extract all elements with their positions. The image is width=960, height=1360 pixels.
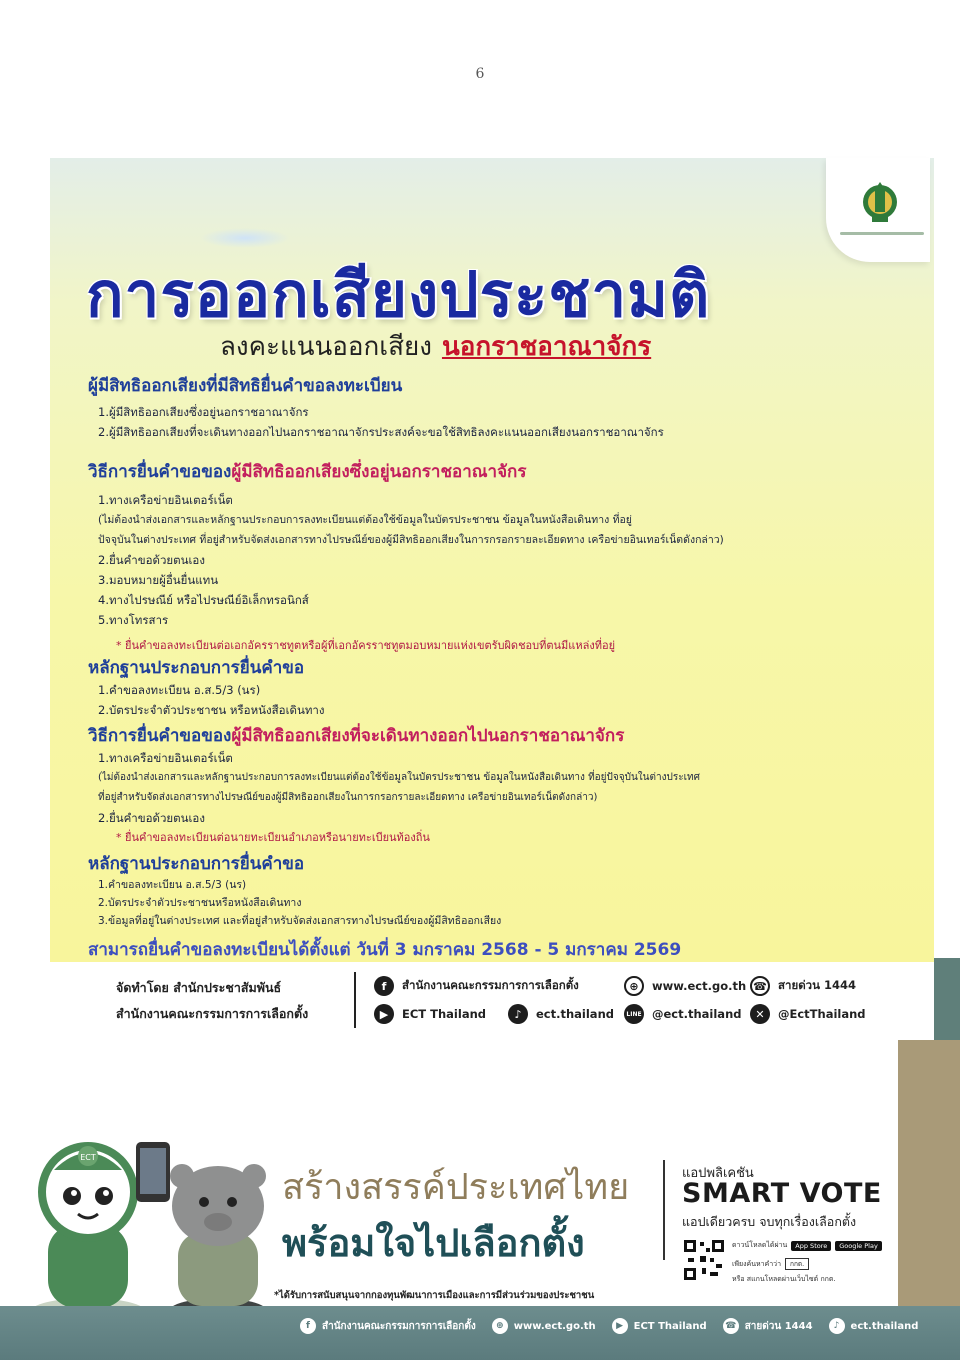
- search-field: กกต.: [785, 1258, 809, 1270]
- list-item: ปัจจุบันในต่างประเทศ ที่อยู่สำหรับจัดส่งเอกสารทางไปรษณีย์ของผู้มีสิทธิออกเสียงในการกรอกรายละเอียดทาง เครือข่ายอินเทอร์เน็ตดังกล่าว): [98, 534, 724, 546]
- line-label: @ect.thailand: [652, 1007, 742, 1021]
- bottom-bar-items: [300, 1318, 918, 1334]
- bar-youtube-label: ECT Thailand: [633, 1320, 707, 1332]
- globe-icon: ⊕: [624, 976, 644, 996]
- phone-icon: ☎: [723, 1318, 739, 1334]
- app-tagline: แอปเดียวครบ จบทุกเรื่องเลือกตั้ง: [682, 1214, 857, 1229]
- globe-icon: ⊕: [492, 1318, 508, 1334]
- section2-list: [98, 490, 724, 630]
- list-item: (ไม่ต้องนำส่งเอกสารและหลักฐานประกอบการลงทะเบียนแต่ต้องใช้ข้อมูลในบัตรประชาชน ข้อมูลในหนังสือเดินทาง ที่อยู่: [98, 514, 632, 526]
- bottom-contact-bar: [0, 1306, 960, 1360]
- phone-icon: ☎: [750, 976, 770, 996]
- facebook-icon: f: [374, 976, 394, 996]
- section4-heading-accent: ผู้มีสิทธิออกเสียงที่จะเดินทางออกไปนอกราชอาณาจักร: [231, 726, 625, 746]
- org-line-2: สำนักงานคณะกรรมการการเลือกตั้ง: [116, 1006, 309, 1021]
- section3-list: [98, 680, 325, 720]
- decorative-corner: [934, 958, 960, 1040]
- list-item: ที่อยู่สำหรับจัดส่งเอกสารทางไปรษณีย์ของผู้มีสิทธิออกเสียงในการกรอกรายละเอียดทาง เครือข่ายอินเทอร์เน็ตดังกล่าว): [98, 792, 598, 803]
- org-line-1: จัดทำโดย สำนักประชาสัมพันธ์: [116, 980, 282, 995]
- download-row: [732, 1240, 882, 1251]
- poster-subtitle: [220, 326, 651, 367]
- tiktok-link[interactable]: [508, 1004, 614, 1024]
- list-item: 1.ทางเครือข่ายอินเตอร์เน็ต: [98, 751, 233, 765]
- poster-title: การออกเสียงประชามติ: [86, 258, 711, 331]
- bar-facebook-link[interactable]: [300, 1318, 476, 1334]
- list-item: 3.มอบหมายผู้อื่นยื่นแทน: [98, 573, 219, 587]
- tiktok-label: ect.thailand: [536, 1007, 614, 1021]
- mascot-badge: ECT: [80, 1153, 96, 1162]
- facebook-icon: f: [300, 1318, 316, 1334]
- section2-heading-accent: ผู้มีสิทธิออกเสียงซึ่งอยู่นอกราชอาณาจักร: [231, 462, 527, 482]
- registration-period: สามารถยื่นคำขอลงทะเบียนได้ตั้งแต่ วันที่ 3 มกราคม 2568 - 5 มกราคม 2569: [88, 940, 682, 960]
- contact-strip: [110, 970, 870, 1030]
- list-item: 1.ผู้มีสิทธิออกเสียงซึ่งอยู่นอกราชอาณาจักร: [98, 405, 309, 419]
- line-link[interactable]: [624, 1004, 742, 1024]
- search-label: เพียงค้นหาคำว่า: [732, 1259, 782, 1268]
- ect-emblem-icon: [860, 180, 900, 228]
- bar-hotline-label: สายด่วน 1444: [744, 1320, 813, 1332]
- subtitle-prefix: ลงคะแนนออกเสียง: [220, 332, 432, 362]
- x-link[interactable]: [750, 1004, 866, 1024]
- section1-list: [98, 402, 664, 442]
- section2-heading-prefix: วิธีการยื่นคำขอของ: [88, 462, 232, 482]
- list-item: 2.บัตรประจำตัวประชาชนหรือหนังสือเดินทาง: [98, 897, 302, 909]
- bar-website-label: www.ect.go.th: [513, 1320, 596, 1332]
- hotline-label: สายด่วน 1444: [778, 978, 857, 992]
- list-item: 1.คำขอลงทะเบียน อ.ส.5/3 (นร): [98, 879, 247, 891]
- list-item: 3.ข้อมูลที่อยู่ในต่างประเทศ และที่อยู่สำหรับจัดส่งเอกสารทางไปรษณีย์ของผู้มีสิทธิออกเสียง: [98, 915, 502, 927]
- download-label: ดาวน์โหลดได้ผ่าน: [732, 1241, 788, 1249]
- x-icon: ✕: [750, 1004, 770, 1024]
- list-item: 4.ทางไปรษณีย์ หรือไปรษณีย์อิเล็กทรอนิกส์: [98, 593, 309, 607]
- section2-note: * ยื่นคำขอลงทะเบียนต่อเอกอัครราชทูตหรือผู้ที่เอกอัครราชทูตมอบหมายแห่งเขตรับผิดชอบที่ตนมีแหล่งที่อยู่: [116, 639, 616, 652]
- list-item: 1.คำขอลงทะเบียน อ.ส.5/3 (นร): [98, 683, 261, 697]
- section4-heading: [88, 722, 624, 749]
- youtube-icon: ▶: [374, 1004, 394, 1024]
- subtitle-accent: นอกราชอาณาจักร: [441, 332, 652, 362]
- section1-heading: ผู้มีสิทธิออกเสียงที่มีสิทธิยื่นคำขอลงทะเบียน: [88, 376, 403, 396]
- section4-note: * ยื่นคำขอลงทะเบียนต่อนายทะเบียนอำเภอหรือนายทะเบียนท้องถิ่น: [116, 831, 430, 844]
- hotline-link[interactable]: [750, 976, 856, 996]
- youtube-label: ECT Thailand: [402, 1007, 486, 1021]
- bar-youtube-link[interactable]: [612, 1318, 707, 1334]
- section2-heading: [88, 458, 526, 485]
- bar-hotline-link[interactable]: [723, 1318, 813, 1334]
- web-label: หรือ สแกนโหลดผ่านเว็บไซต์ กกต.: [732, 1275, 836, 1283]
- list-item: 1.ทางเครือข่ายอินเตอร์เน็ต: [98, 493, 233, 507]
- slogan-divider: [663, 1160, 665, 1260]
- list-item: 2.ยื่นคำขอด้วยตนเอง: [98, 811, 205, 825]
- page-number: 6: [475, 66, 485, 82]
- bar-tiktok-link[interactable]: [829, 1318, 919, 1334]
- facebook-link[interactable]: [374, 976, 579, 996]
- youtube-link[interactable]: [374, 1004, 486, 1024]
- section4-list: [98, 748, 700, 828]
- x-label: @EctThailand: [778, 1007, 866, 1021]
- slogan-line-1: สร้างสรรค์ประเทศไทย: [282, 1167, 630, 1208]
- qr-code-icon[interactable]: [682, 1238, 726, 1282]
- section5-heading: หลักฐานประกอบการยื่นคำขอ: [88, 854, 305, 874]
- list-item: 2.ยื่นคำขอด้วยตนเอง: [98, 553, 205, 567]
- support-note: *ได้รับการสนับสนุนจากกองทุนพัฒนาการเมืองและการมีส่วนร่วมของประชาชน: [274, 1290, 595, 1301]
- list-item: 5.ทางโทรสาร: [98, 613, 169, 627]
- facebook-label: สำนักงานคณะกรรมการการเลือกตั้ง: [402, 978, 579, 992]
- section5-list: [98, 876, 501, 930]
- contact-divider: [354, 972, 356, 1028]
- search-row: [732, 1258, 809, 1270]
- app-store-badge[interactable]: App Store: [791, 1241, 831, 1251]
- emblem-caption: [840, 232, 924, 235]
- title-glow: [200, 228, 290, 248]
- list-item: 2.บัตรประจำตัวประชาชน หรือหนังสือเดินทาง: [98, 703, 325, 717]
- bar-tiktok-label: ect.thailand: [850, 1320, 919, 1332]
- tiktok-icon: ♪: [508, 1004, 528, 1024]
- website-link[interactable]: [624, 976, 746, 996]
- bar-website-link[interactable]: [492, 1318, 596, 1334]
- emblem-card: [826, 158, 930, 262]
- slogan-line-2: พร้อมใจไปเลือกตั้ง: [282, 1221, 585, 1265]
- web-row: [732, 1274, 836, 1285]
- app-label: แอปพลิเคชัน: [682, 1166, 754, 1181]
- website-label: www.ect.go.th: [652, 979, 747, 993]
- section3-heading: หลักฐานประกอบการยื่นคำขอ: [88, 658, 305, 678]
- line-icon: LINE: [624, 1004, 644, 1024]
- tiktok-icon: ♪: [829, 1318, 845, 1334]
- bar-facebook-label: สำนักงานคณะกรรมการการเลือกตั้ง: [322, 1320, 476, 1332]
- list-item: 2.ผู้มีสิทธิออกเสียงที่จะเดินทางออกไปนอกราชอาณาจักรประสงค์จะขอใช้สิทธิลงคะแนนออกเสียงนอกราชอาณาจักร: [98, 425, 664, 439]
- list-item: (ไม่ต้องนำส่งเอกสารและหลักฐานประกอบการลงทะเบียนแต่ต้องใช้ข้อมูลในบัตรประชาชน ข้อมูลในหนังสือเดินทาง ที่อยู่ปัจจุบันในต่างประเทศ: [98, 772, 700, 783]
- section4-heading-prefix: วิธีการยื่นคำขอของ: [88, 726, 232, 746]
- google-play-badge[interactable]: Google Play: [835, 1241, 882, 1251]
- referendum-poster: [50, 158, 934, 962]
- youtube-icon: ▶: [612, 1318, 628, 1334]
- app-name: SMART VOTE: [682, 1178, 882, 1209]
